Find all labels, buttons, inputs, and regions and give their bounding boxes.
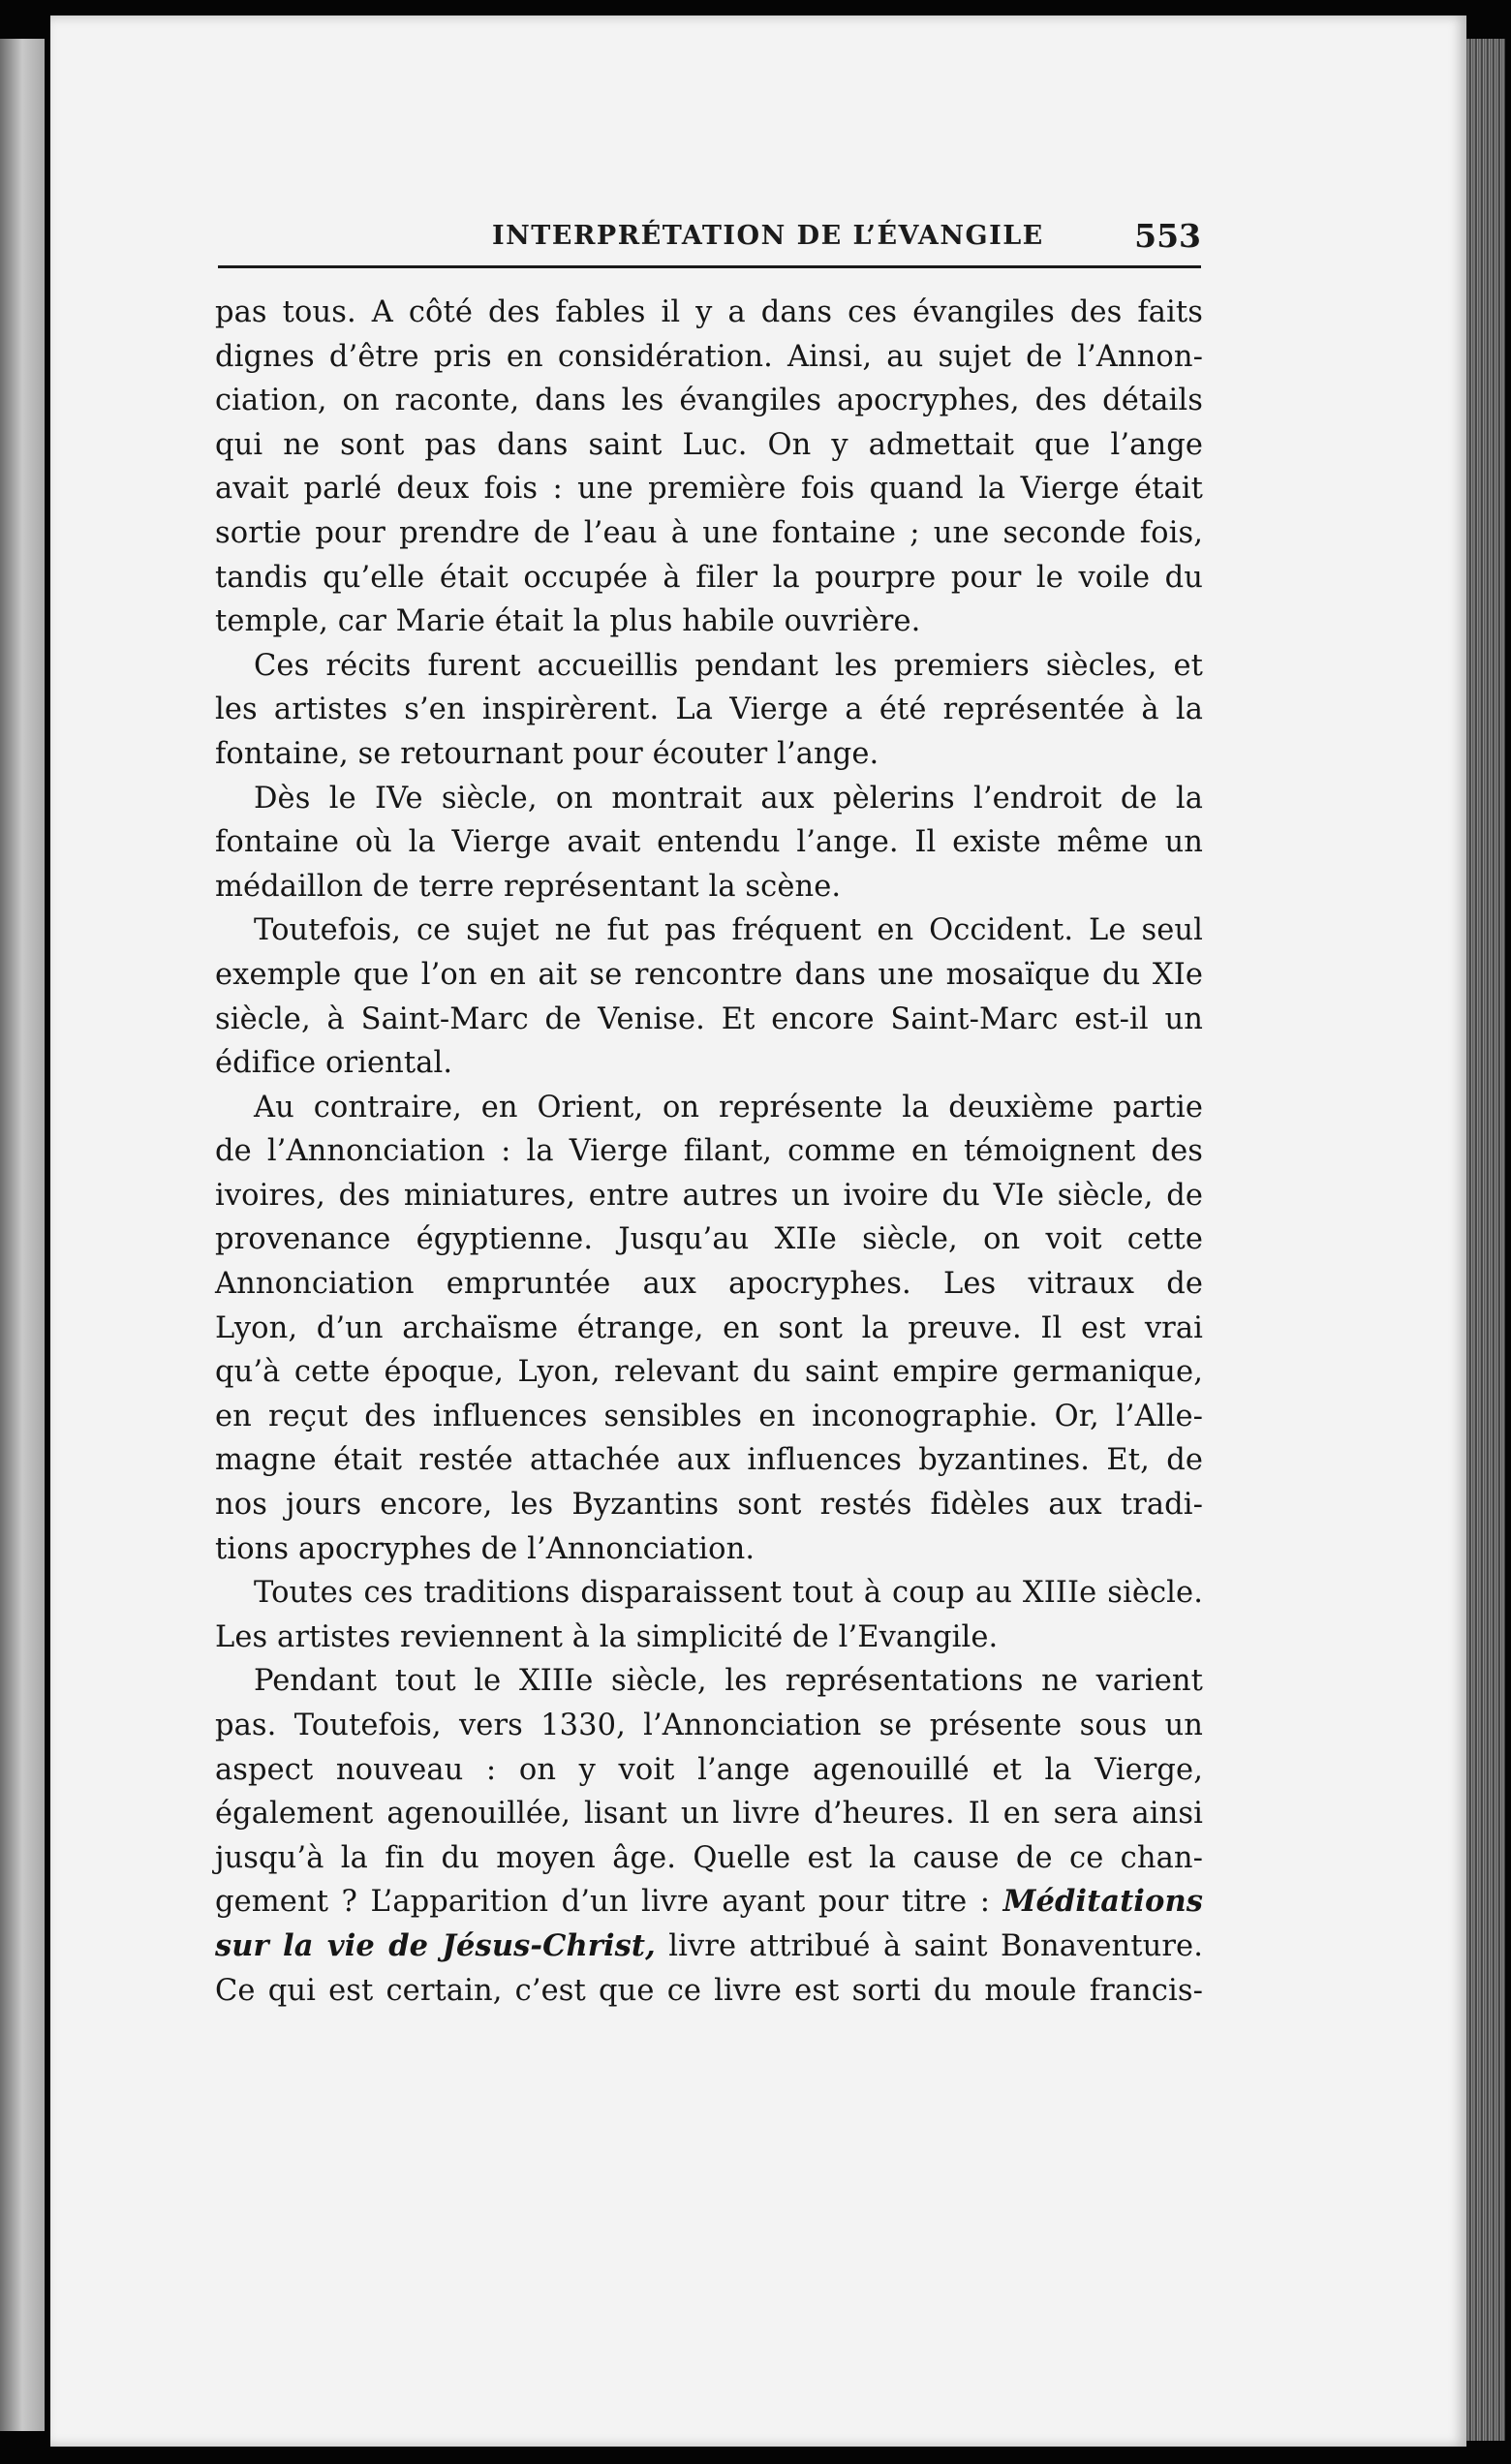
text-line: Ces récits furent accueillis pendant les premiers siècles, et [254,648,1203,683]
text-line: tandis qu’elle était occupée à filer la pourpre pour le voile du [215,560,1203,595]
facing-page-edge [0,39,45,2431]
running-head [218,215,1201,268]
text-line [215,1880,1203,1925]
text-line: dignes d’être pris en considération. Ainsi, au sujet de l’Annon- [215,339,1203,374]
text-line: en reçut des influences sensibles en inconographie. Or, l’Alle- [215,1399,1203,1433]
running-title: INTERPRÉTATION DE L’ÉVANGILE [492,221,1044,251]
text-line: fontaine où la Vierge avait entendu l’ange. Il existe même un [215,825,1203,860]
text-line: Lyon, d’un archaïsme étrange, en sont la preuve. Il est vrai [215,1310,1203,1345]
text-line: pas tous. A côté des fables il y a dans ces évangiles des faits [215,295,1203,329]
text-line: les artistes s’en inspirèrent. La Vierge a été représentée à la [215,693,1203,727]
text-line: exemple que l’on en ait se rencontre dans une mosaïque du XIe [215,957,1203,992]
text-line: aspect nouveau : on y voit l’ange agenouillé et la Vierge, [215,1752,1203,1787]
text-line: qui ne sont pas dans saint Luc. On y admettait que l’ange [215,427,1203,462]
text-line: Les artistes reviennent à la simplicité de l’Evangile. [215,1619,999,1654]
text-line: nos jours encore, les Byzantins sont restés fidèles aux tradi- [215,1488,1203,1523]
italic-title: Méditations [1002,1884,1203,1920]
text-line: ciation, on raconte, dans les évangiles apocryphes, des détails [215,384,1203,418]
text-line: Annonciation empruntée aux apocryphes. Les vitraux de [215,1267,1203,1302]
stacked-page-edges [1466,39,1505,2441]
text-line [215,1925,1203,1969]
body-text [215,291,1203,2013]
text-line: fontaine, se retournant pour écouter l’ange. [215,736,879,771]
text-line: Ce qui est certain, c’est que ce livre est sorti du moule francis- [215,1973,1203,2008]
text-line: de l’Annonciation : la Vierge filant, comme en témoignent des [215,1134,1203,1169]
text-line: médaillon de terre représentant la scène. [215,869,842,904]
italic-title: sur la vie de Jésus-Christ, [215,1927,656,1963]
text-segment: gement ? L’apparition d’un livre ayant pour titre : [215,1885,991,1920]
text-line: édifice oriental. [215,1046,453,1081]
text-line: ivoires, des miniatures, entre autres un ivoire du VIe siècle, de [215,1178,1203,1213]
text-line: également agenouillée, lisant un livre d’heures. Il en sera ainsi [215,1797,1203,1832]
text-line: Toutefois, ce sujet ne fut pas fréquent en Occident. Le seul [254,913,1203,948]
text-line: Au contraire, en Orient, on représente la deuxième partie [254,1090,1203,1124]
text-line: provenance égyptienne. Jusqu’au XIIe siècle, on voit cette [215,1222,1203,1257]
text-line: pas. Toutefois, vers 1330, l’Annonciation se présente sous un [215,1709,1203,1742]
text-line: avait parlé deux fois : une première fois quand la Vierge était [215,472,1203,507]
text-segment: livre attribué à saint Bonaventure. [668,1928,1203,1963]
text-line: magne était restée attachée aux influences byzantines. Et, de [215,1443,1203,1478]
page-number: 553 [1134,217,1201,255]
text-line: sortie pour prendre de l’eau à une fontaine ; une seconde fois, [215,515,1203,550]
text-line: Pendant tout le XIIIe siècle, les représentations ne varient [254,1664,1203,1699]
text-line: Dès le IVe siècle, on montrait aux pèlerins l’endroit de la [254,781,1203,816]
text-line: tions apocryphes de l’Annonciation. [215,1531,756,1566]
text-line: temple, car Marie était la plus habile ouvrière. [215,604,921,639]
text-line: siècle, à Saint-Marc de Venise. Et encore Saint-Marc est-il un [215,1001,1203,1036]
text-line: qu’à cette époque, Lyon, relevant du saint empire germanique, [215,1355,1203,1390]
text-line: jusqu’à la fin du moyen âge. Quelle est la cause de ce chan- [215,1840,1203,1875]
text-line: Toutes ces traditions disparaissent tout à coup au XIIIe siècle. [254,1576,1203,1611]
